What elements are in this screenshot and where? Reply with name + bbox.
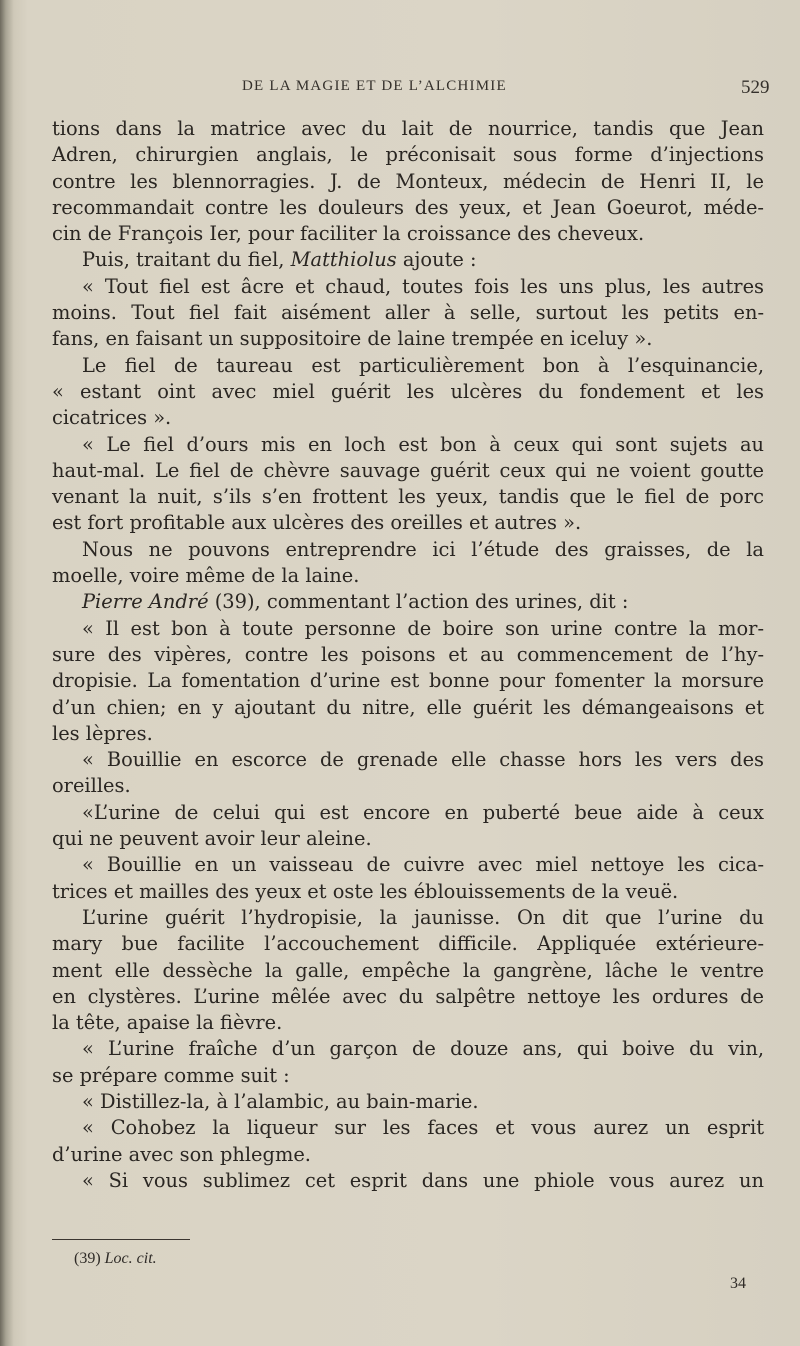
- text-line: « Bouillie en escorce de grenade elle chasse hors les vers des: [82, 748, 764, 772]
- text-line: moins. Tout fiel fait aisément aller à selle, surtout les petits en-: [52, 301, 764, 325]
- text-line: « Tout fiel est âcre et chaud, toutes fois les uns plus, les autres: [82, 274, 764, 298]
- text-line: dropisie. La fomentation d’urine est bonne pour fomenter la morsure: [52, 669, 764, 693]
- text-line: se prépare comme suit :: [52, 1063, 290, 1087]
- text-line: cicatrices ».: [52, 406, 172, 430]
- text-line: fans, en faisant un suppositoire de laine trempée en iceluy ».: [52, 327, 653, 351]
- footnote-divider: [52, 1239, 190, 1240]
- text-line: « Distillez-la, à l’alambic, au bain-marie.: [82, 1089, 479, 1113]
- text-line: «L’urine de celui qui est encore en puberté beue aide à ceux: [82, 800, 764, 824]
- text-line: « Le fiel d’ours mis en loch est bon à ceux qui sont sujets au: [82, 432, 764, 456]
- footnote: [74, 1250, 157, 1268]
- text-line: [52, 247, 764, 273]
- text-line: [52, 589, 764, 615]
- text-line: « Il est bon à toute personne de boire son urine contre la mor-: [82, 616, 764, 640]
- text-line: trices et mailles des yeux et oste les éblouissements de la veuë.: [52, 879, 679, 903]
- text-line: ment elle dessèche la galle, empêche la gangrène, lâche le ventre: [52, 958, 764, 982]
- text-line: est fort profitable aux ulcères des oreilles et autres ».: [52, 511, 582, 535]
- text-line: mary bue facilite l’accouchement difficile. Appliquée extérieure-: [52, 932, 764, 956]
- text-line: sure des vipères, contre les poisons et au commencement de l’hy-: [52, 642, 764, 666]
- author-name: Matthiolus: [290, 248, 397, 272]
- text-line: cin de François Ier, pour faciliter la croissance des cheveux.: [52, 222, 645, 246]
- running-title: DE LA MAGIE ET DE L’ALCHIMIE: [242, 78, 507, 94]
- text-line: oreilles.: [52, 774, 131, 798]
- text-line: « L’urine fraîche d’un garçon de douze ans, qui boive du vin,: [82, 1037, 764, 1061]
- text-segment: (39), commentant l’action des urines, dit :: [214, 590, 629, 614]
- author-name: Pierre André: [82, 590, 209, 614]
- text-line: les lèpres.: [52, 721, 153, 745]
- text-line: moelle, voire même de la laine.: [52, 564, 360, 588]
- text-line: L’urine guérit l’hydropisie, la jaunisse. On dit que l’urine du: [82, 905, 764, 929]
- text-line: Adren, chirurgien anglais, le préconisait sous forme d’injections: [52, 143, 764, 167]
- body-text: [52, 116, 764, 1194]
- page-number: 529: [741, 77, 770, 98]
- running-head: [0, 78, 800, 102]
- text-line: Le fiel de taureau est particulièrement bon à l’esquinancie,: [82, 353, 764, 377]
- signature-mark: 34: [730, 1275, 746, 1292]
- text-line: la tête, apaise la fièvre.: [52, 1011, 283, 1035]
- text-line: « estant oint avec miel guérit les ulcères du fondement et les: [52, 379, 764, 403]
- footnote-number: (39): [74, 1250, 101, 1267]
- text-line: haut-mal. Le fiel de chèvre sauvage guérit ceux qui ne voient goutte: [52, 458, 764, 482]
- text-segment: ajoute :: [402, 248, 477, 272]
- text-line: tions dans la matrice avec du lait de nourrice, tandis que Jean: [52, 117, 764, 140]
- text-line: recommandait contre les douleurs des yeux, et Jean Goeurot, méde-: [52, 195, 764, 219]
- text-line: d’un chien; en y ajoutant du nitre, elle guérit les démangeaisons et: [52, 695, 764, 719]
- text-line: venant la nuit, s’ils s’en frottent les yeux, tandis que le fiel de porc: [52, 485, 764, 509]
- text-line: contre les blennorragies. J. de Monteux, médecin de Henri II, le: [52, 169, 764, 193]
- text-line: d’urine avec son phlegme.: [52, 1142, 311, 1166]
- footnote-text: Loc. cit.: [104, 1250, 157, 1267]
- text-line: qui ne peuvent avoir leur aleine.: [52, 827, 372, 851]
- text-line: « Cohobez la liqueur sur les faces et vous aurez un esprit: [82, 1116, 764, 1140]
- text-line: « Bouillie en un vaisseau de cuivre avec miel nettoye les cica-: [82, 853, 764, 877]
- text-line: Nous ne pouvons entreprendre ici l’étude des graisses, de la: [82, 537, 764, 561]
- text-segment: Puis, traitant du fiel,: [82, 248, 285, 272]
- text-line: en clystères. L’urine mêlée avec du salpêtre nettoye les ordures de: [52, 984, 764, 1008]
- text-line: « Si vous sublimez cet esprit dans une phiole vous aurez un: [82, 1168, 764, 1192]
